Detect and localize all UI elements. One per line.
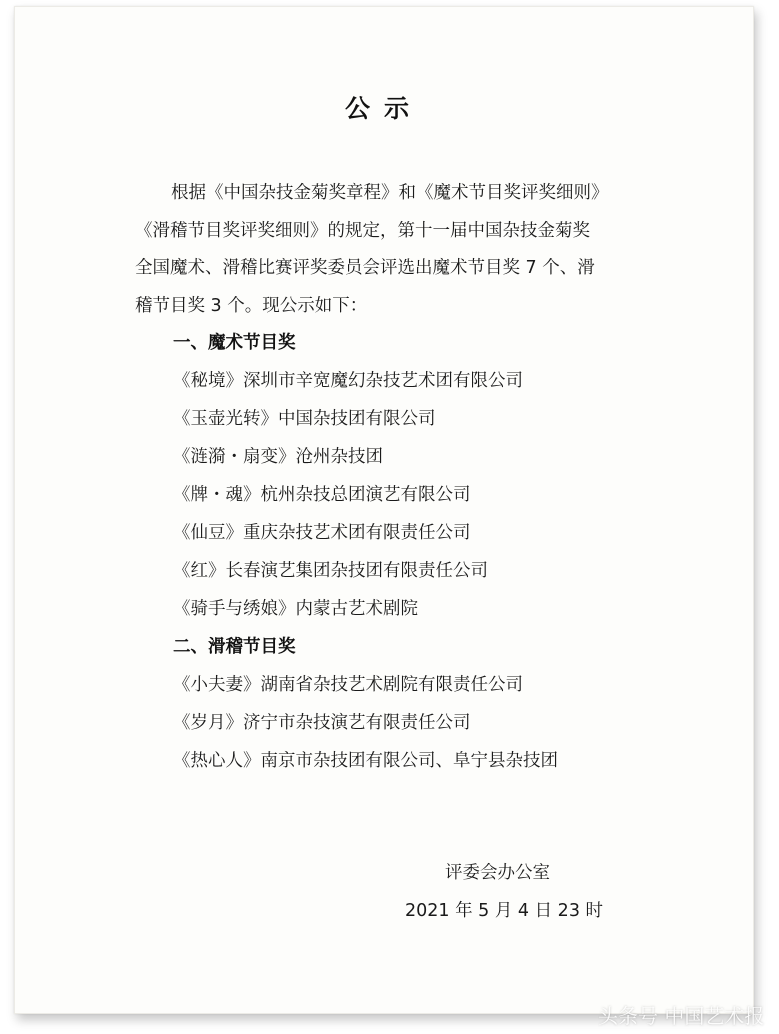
document-title: 公示 <box>344 94 423 123</box>
watermark-text: 头条号 中国艺术报 <box>598 1004 765 1028</box>
intro-paragraph <box>135 175 657 325</box>
paragraph-line: 稽节目奖 3 个。现公示如下： <box>135 295 368 316</box>
award-item: 《热心人》南京市杂技团有限公司、阜宁县杂技团 <box>173 751 558 771</box>
paragraph-line: 根据《中国杂技金菊奖章程》和《魔术节目奖评奖细则》 <box>171 183 609 203</box>
award-item: 《岁月》济宁市杂技演艺有限责任公司 <box>173 713 471 733</box>
signature-office: 评委会办公室 <box>445 863 550 883</box>
award-item: 《红》长春演艺集团杂技团有限责任公司 <box>173 561 488 581</box>
award-item: 《仙豆》重庆杂技艺术团有限责任公司 <box>173 523 471 543</box>
award-item: 《骑手与绣娘》内蒙古艺术剧院 <box>173 599 418 619</box>
section-heading-comedy: 二、滑稽节目奖 <box>173 637 296 657</box>
award-item: 《涟漪・扇变》沧州杂技团 <box>173 447 383 467</box>
document-page <box>14 6 754 1014</box>
section-heading-magic: 一、魔术节目奖 <box>173 333 296 353</box>
signature-date: 2021 年 5 月 4 日 23 时 <box>405 901 604 921</box>
award-item: 《玉壶光转》中国杂技团有限公司 <box>173 409 436 429</box>
award-item: 《秘境》深圳市辛宽魔幻杂技艺术团有限公司 <box>173 371 523 391</box>
paragraph-line: 全国魔术、滑稽比赛评奖委员会评选出魔术节目奖 7 个、滑 <box>135 258 595 278</box>
award-item: 《小夫妻》湖南省杂技艺术剧院有限责任公司 <box>173 675 523 695</box>
award-item: 《牌・魂》杭州杂技总团演艺有限公司 <box>173 485 471 505</box>
paragraph-line: 《滑稽节目奖评奖细则》的规定，第十一届中国杂技金菊奖 <box>135 220 590 241</box>
